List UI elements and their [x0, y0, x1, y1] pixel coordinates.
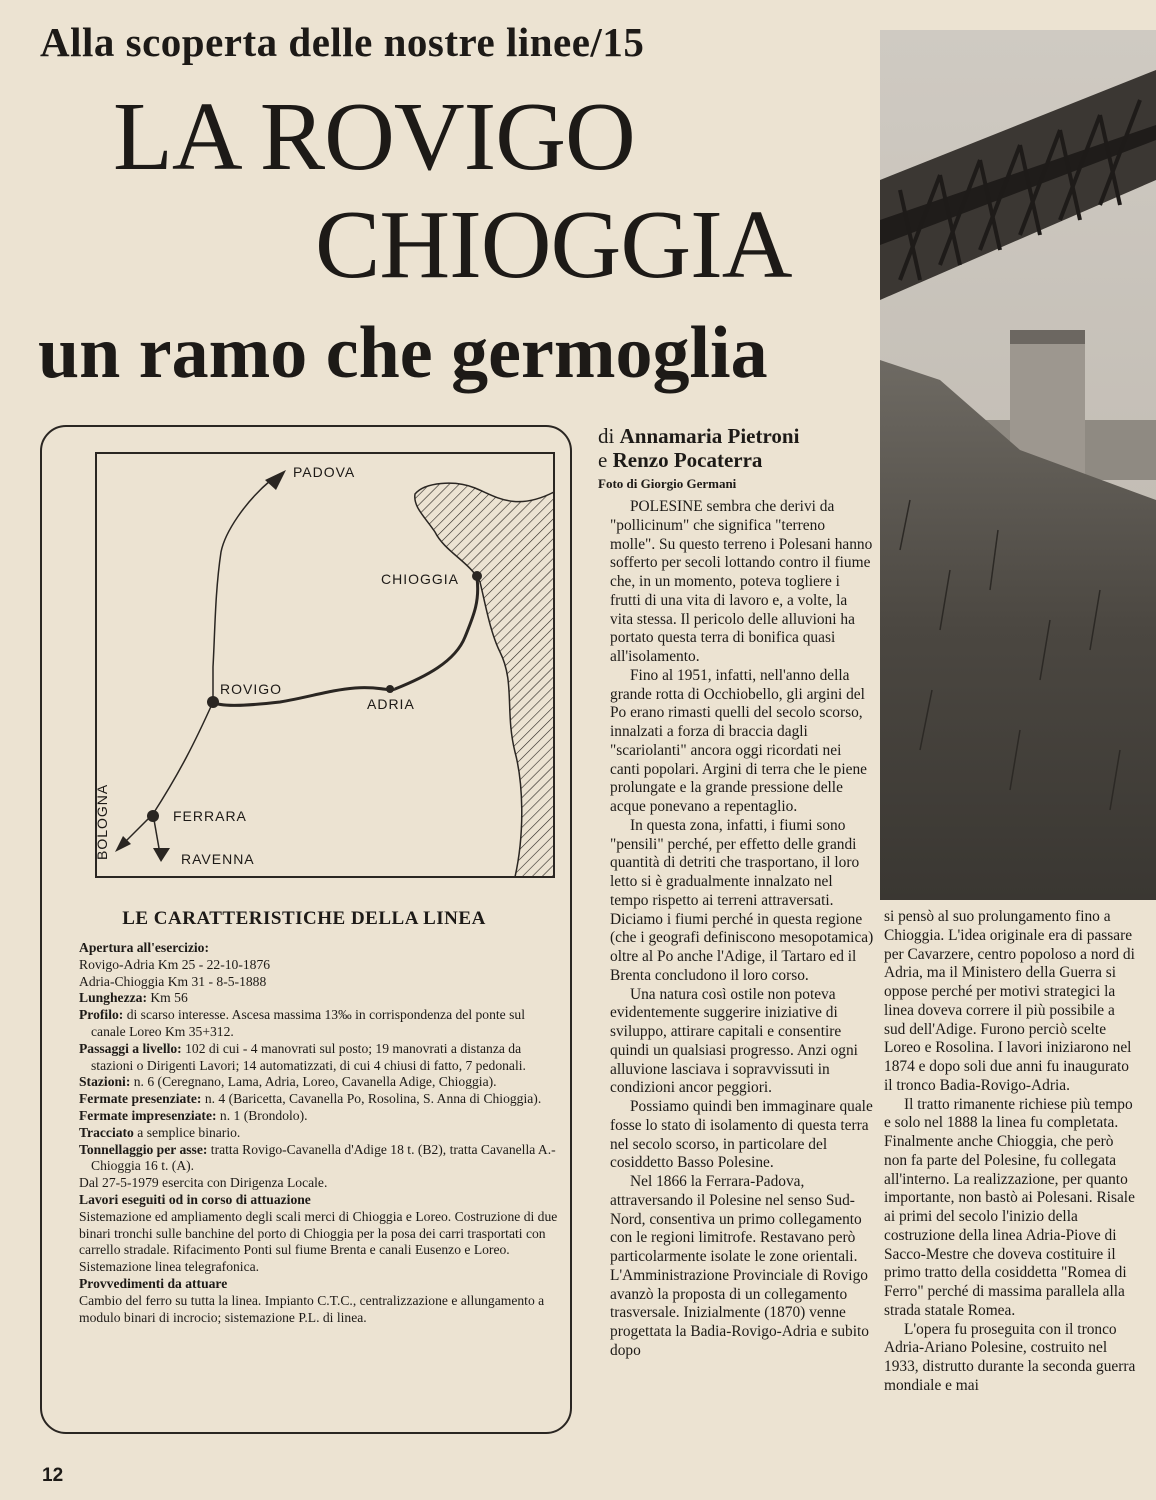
tracciato-value: a semplice binario. [133, 1124, 241, 1140]
paragraph: Nel 1866 la Ferrara-Padova, attraversando il Polesine nel senso Sud-Nord, consentiva un primo collegamento con le regioni limitrofe. Restavano però particolarmente isolate le zone orientali. L'Amministrazione Provinciale di Rovigo avanzò la proposta di un collegamento trasversale. Inizialmente (1870) venne progettata la Badia-Rovigo-Adria e subito dopo [610, 1173, 870, 1359]
headline-line-2: CHIOGGIA [315, 191, 792, 299]
author-2: Renzo Pocaterra [612, 448, 763, 472]
label-rovigo: ROVIGO [220, 681, 283, 697]
fermate-presenziate-label: Fermate presenziate: [79, 1091, 202, 1107]
author-1: Annamaria Pietroni [619, 424, 800, 448]
label-adria: ADRIA [367, 696, 415, 712]
lagoon-area [415, 483, 554, 877]
series-kicker: Alla scoperta delle nostre linee/15 [40, 19, 645, 65]
provvedimenti-label: Provvedimenti da attuare [79, 1275, 228, 1291]
stazioni-label: Stazioni: [79, 1074, 131, 1090]
label-ferrara: FERRARA [173, 808, 247, 824]
byline-di: di [598, 424, 620, 448]
article-column-2 [884, 908, 1136, 1396]
byline [598, 424, 870, 492]
headline-line-1: LA ROVIGO [113, 83, 635, 191]
paragraph: POLESINE sembra che derivi da "pollicinum" che significa "terreno molle". Su questo terreno i Polesani hanno sofferto per secoli lottando contro il fiume che, in un momento, poteva togliere i frutti di una vita di lavoro e, a volte, la vita stessa. Il pericolo delle alluvioni ha portato questa terra di bonifica quasi all'isolamento. [610, 498, 873, 665]
page-number: 12 [42, 1465, 64, 1486]
characteristics-title: LE CARATTERISTICHE DELLA LINEA [122, 908, 486, 929]
station-chioggia-marker [472, 571, 482, 581]
dirigenza-note: Dal 27-5-1979 esercita con Dirigenza Locale. [79, 1175, 328, 1191]
label-chioggia: CHIOGGIA [381, 571, 460, 587]
apertura-label: Apertura all'esercizio: [79, 940, 209, 955]
label-padova: PADOVA [293, 464, 356, 480]
lavori-value: Sistemazione ed ampliamento degli scali merci di Chioggia e Loreo. Costruzione di due binari tronchi sulle banchine del porto di Chioggia per la posa dei carri trasportati con carrello stradale. Rifacimento Ponti sul fiume Brenta e canali Eusenzo e Loreo. Sistemazione linea telegrafonica. [79, 1208, 558, 1275]
label-ravenna: RAVENNA [181, 851, 255, 867]
lunghezza-label: Lunghezza: [79, 990, 147, 1006]
passaggi-value: 102 di cui - 4 manovrati sul posto; 19 manovrati a distanza da stazioni o Dirigenti Lavori; 14 automatizzati, di cui 4 chiusi di fatto, 7 pedonali. [91, 1040, 526, 1073]
profilo-value: di scarso interesse. Ascesa massima 13‰ in corrispondenza del ponte sul canale Loreo Km 35+312. [91, 1007, 525, 1039]
tonnellaggio-value: tratta Rovigo-Cavanella d'Adige 18 t. (B2), tratta Cavanella A.-Chioggia 16 t. (A). [91, 1141, 556, 1174]
tonnellaggio-label: Tonnellaggio per asse: [79, 1141, 208, 1157]
characteristics-list [79, 940, 559, 1326]
label-bologna: BOLOGNA [95, 783, 110, 860]
tracciato-label: Tracciato [79, 1124, 134, 1140]
apertura-rovigo-adria: Rovigo-Adria Km 25 - 22-10-1876 [79, 956, 271, 972]
paragraph: Fino al 1951, infatti, nell'anno della grande rotta di Occhiobello, gli argini del Po erano rimasti quelli del secolo scorso, innalzati a forza di braccia dagli "scariolanti" ancora oggi ricordati nei canti popolari. Argini di terra che le piene prolungate e la grande pressione delle acque ponevano a repentaglio. [610, 666, 867, 815]
fermate-impresenziate-label: Fermate impresenziate: [79, 1107, 217, 1123]
apertura-adria-chioggia: Adria-Chioggia Km 31 - 8-5-1888 [79, 973, 267, 989]
paragraph: L'opera fu proseguita con il tronco Adria-Ariano Polesine, costruito nel 1933, distrutto durante la seconda guerra mondiale e mai [884, 1320, 1136, 1394]
profilo-label: Profilo: [79, 1007, 124, 1023]
paragraph: Il tratto rimanente richiese più tempo e solo nel 1888 la linea fu completata. Finalmente anche Chioggia, che però non fa parte del Polesine, fu collegata all'interno. La realizzazione, per quanto importante, non bastò ai Polesani. Risale ai primi del secolo l'inizio della costruzione della linea Adria-Piove di Sacco-Mestre che doveva costituire il primo tratto della cosiddetta "Romea di Ferro" perché di massima parallela alla strada statale Romea. [884, 1095, 1135, 1319]
arrow-padova-icon [265, 470, 286, 490]
passaggi-label: Passaggi a livello: [79, 1040, 182, 1056]
fermate-impresenziate-value: n. 1 (Brondolo). [216, 1107, 308, 1123]
line-padova-rovigo [213, 480, 271, 702]
paragraph: Una natura così ostile non poteva evidentemente suggerire iniziative di sviluppo, attirare capitali e consentire quindi un qualsiasi progresso. Anzi ogni alluvione lasciava i sopravvissuti in condizioni ancor peggiori. [610, 985, 858, 1097]
byline-e: e [598, 448, 613, 472]
article-column-1 [610, 498, 874, 1361]
station-adria-marker [386, 685, 394, 693]
railway-bridge-photo [880, 30, 1156, 900]
subtitle: un ramo che germoglia [38, 312, 768, 394]
lavori-label: Lavori eseguiti od in corso di attuazione [79, 1191, 311, 1207]
line-adria-chioggia [395, 578, 478, 689]
stazioni-value: n. 6 (Ceregnano, Lama, Adria, Loreo, Cavanella Adige, Chioggia). [130, 1074, 497, 1090]
paragraph: si pensò al suo prolungamento fino a Chioggia. L'idea originale era di passare per Cavarzere, centro popoloso a nord di Adria, ma il Ministero della Guerra si oppose perché per motivi strategici la linea doveva correre il più possibile a sud dell'Adige. Furono perciò scelte Loreo e Rosolina. I lavori iniziarono nel 1874 e dopo soli due anni fu inaugurato il tronco Badia-Rovigo-Adria. [884, 908, 1135, 1094]
station-rovigo-marker [207, 696, 219, 708]
lunghezza-value: Km 56 [146, 990, 188, 1006]
arrow-ravenna-icon [153, 848, 170, 862]
paragraph: Possiamo quindi ben immaginare quale fosse lo stato di isolamento di questa terra nel secolo scorso, in particolare del cosiddetto Basso Polesine. [610, 1098, 873, 1172]
route-map [95, 452, 555, 878]
photo-credit: Foto di Giorgio Germani [598, 476, 737, 491]
paragraph: In questa zona, infatti, i fiumi sono "pensili" perché, per effetto delle grandi quantità di detriti che trasportano, il loro letto si è gradualmente innalzato nel tempo rispetto ai terreni attraversati. Diciamo i fiumi perché in questa regione (che i geografi definiscono mesopotamica) oltre al Po anche l'Adige, il Tartaro ed il Brenta concludono il loro corso. [610, 816, 874, 984]
provvedimenti-value: Cambio del ferro su tutta la linea. Impianto C.T.C., centralizzazione e allungamento a modulo binari di incrocio; sistemazione P.L. di linea. [79, 1292, 545, 1325]
station-ferrara-marker [147, 810, 159, 822]
fermate-presenziate-value: n. 4 (Baricetta, Cavanella Po, Rosolina, S. Anna di Chioggia). [201, 1091, 542, 1107]
